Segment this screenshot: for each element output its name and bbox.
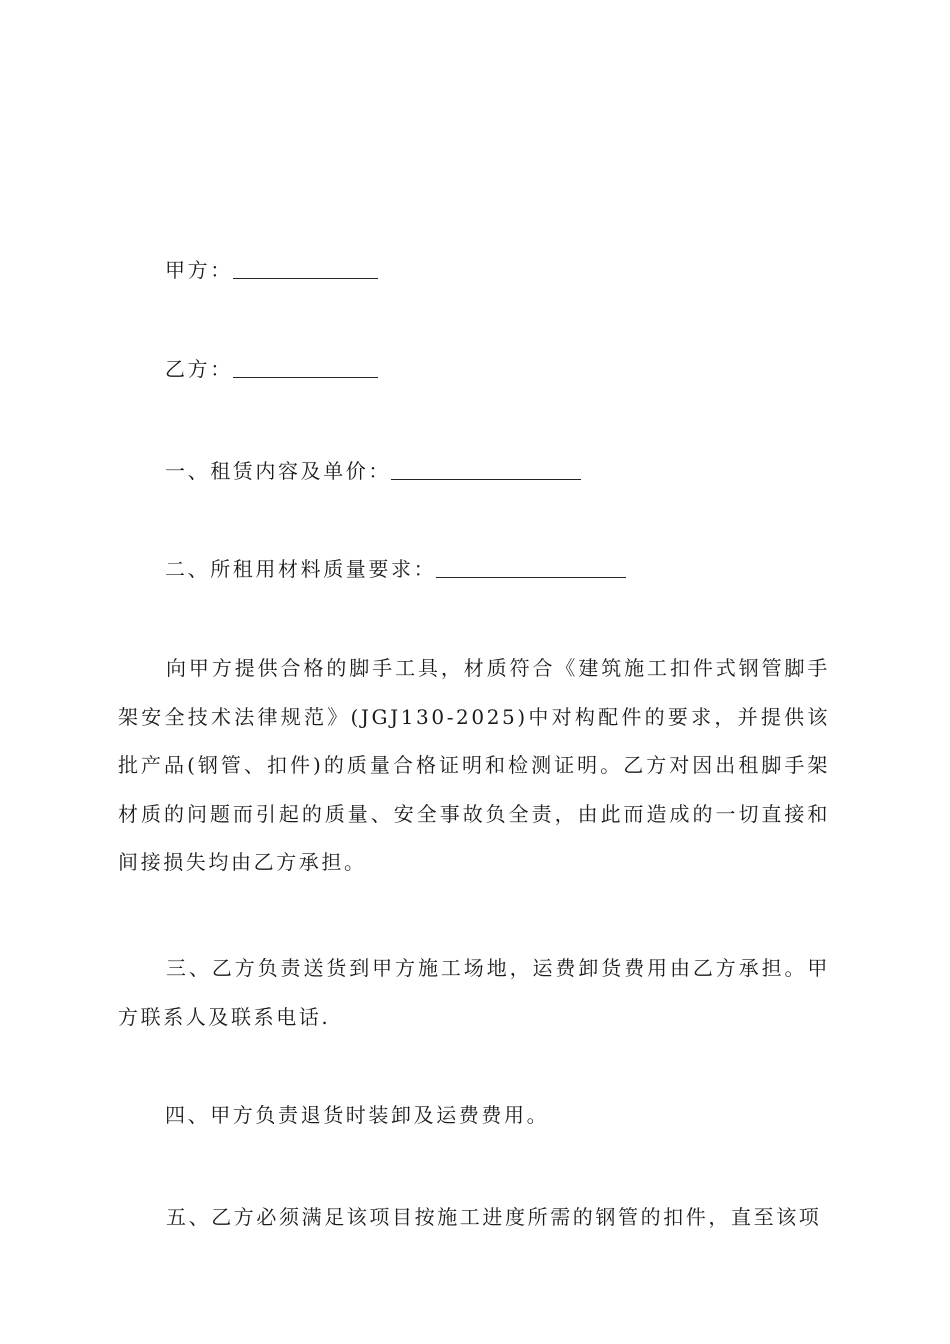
section-1-blank [391,461,581,480]
party-b-label: 乙方： [165,357,233,381]
section-1-line [165,459,581,483]
party-a-blank [233,260,378,279]
section-2-line [165,557,626,581]
party-b-blank [233,359,378,378]
party-a-label: 甲方： [165,258,233,282]
party-b-line [165,357,378,381]
section-2-heading: 二、所租用材料质量要求： [165,557,437,581]
section-4-line [165,1103,549,1127]
section-2-body: 向甲方提供合格的脚手工具，材质符合《建筑施工扣件式钢管脚手架安全技术法律规范》(JGJ130-2025)中对构配件的要求，并提供该批产品(钢管、扣件)的质量合格证明和检测证明。乙方对因出租脚手架材质的问题而引起的质量、安全事故负全责，由此而造成的一切直接和间接损失均由乙方承担。 [118,656,830,874]
section-1-heading: 一、租赁内容及单价： [165,459,391,483]
section-3-paragraph: 三、乙方负责送货到甲方施工场地，运费卸货费用由乙方承担。甲方联系人及联系电话. [118,956,830,1029]
section-5-paragraph: 五、乙方必须满足该项目按施工进度所需的钢管的扣件，直至该项 [166,1205,822,1229]
section-4-text: 四、甲方负责退货时装卸及运费费用。 [165,1103,550,1127]
party-a-line [165,258,378,282]
section-2-blank [436,559,626,578]
